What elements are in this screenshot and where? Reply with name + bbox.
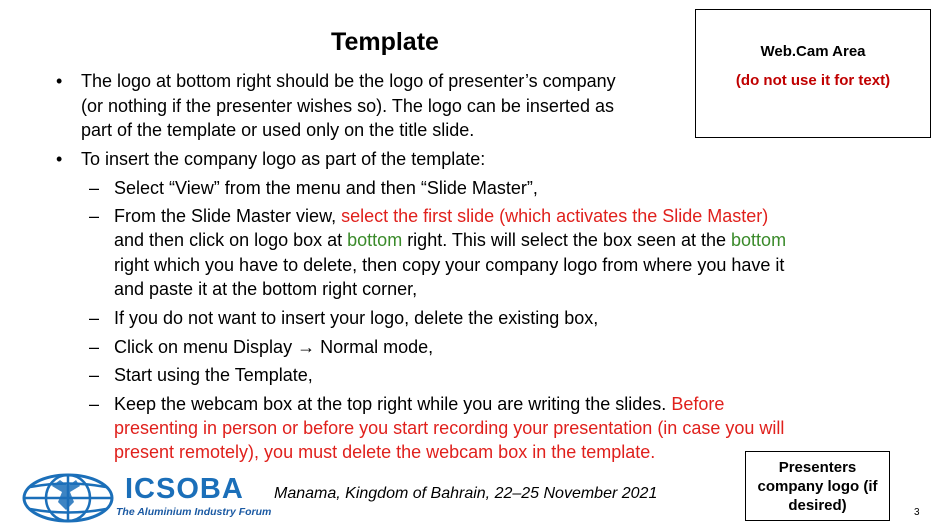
sub-2-text: and then click on logo box at — [114, 230, 348, 250]
sub-6-text: Keep the webcam box at the top right while you are writing the slides. — [114, 394, 672, 414]
page-number: 3 — [914, 507, 920, 518]
sub-2-line-4: and paste it at the bottom right corner, — [114, 279, 418, 299]
sub-6-red-text: Before — [671, 394, 725, 414]
dash-marker: – — [89, 337, 100, 357]
sub-6-line-1 — [114, 392, 724, 416]
sub-2-text: right. This will select the box seen at the — [402, 230, 732, 250]
sub-2-line-2 — [114, 228, 786, 252]
globe-icon — [22, 472, 114, 524]
sub-2-line-1 — [114, 204, 768, 228]
webcam-area-note: (do not use it for text) — [735, 72, 891, 89]
bullet-marker: • — [56, 71, 63, 91]
webcam-area-box — [695, 9, 931, 138]
bullet-2-line-1: To insert the company logo as part of the template: — [81, 149, 486, 169]
sub-2-red-text: select the first slide (which activates the Slide Master) — [341, 206, 769, 226]
sub-3: If you do not want to insert your logo, delete the existing box, — [114, 308, 599, 328]
dash-marker: – — [89, 394, 100, 414]
slide-title: Template — [331, 28, 439, 56]
sub-2-text: From the Slide Master view, — [114, 206, 342, 226]
arrow-right-icon: → — [297, 337, 316, 357]
bullet-1-line-1: The logo at bottom right should be the logo of presenter’s company — [81, 71, 616, 91]
presenter-logo-box[interactable] — [745, 451, 890, 521]
bullet-1-line-2: (or nothing if the presenter wishes so). The logo can be inserted as — [81, 96, 614, 116]
sub-5: Start using the Template, — [114, 365, 313, 385]
sub-2-green-text: bottom — [347, 230, 403, 250]
bullet-marker: • — [56, 149, 63, 169]
logo-wordmark: ICSOBA — [125, 473, 244, 505]
sub-6-line-3: present remotely), you must delete the webcam box in the template. — [114, 442, 656, 462]
webcam-area-title: Web.Cam Area — [760, 43, 866, 60]
sub-4-text: Click on menu Display — [114, 337, 298, 357]
sub-4-text: Normal mode, — [315, 337, 434, 357]
presenter-logo-text: Presenters company logo (if desired) — [757, 458, 878, 514]
dash-marker: – — [89, 308, 100, 328]
footer-location: Manama, Kingdom of Bahrain, 22–25 November 2021 — [274, 485, 658, 502]
icsoba-logo — [22, 472, 272, 524]
logo-tagline: The Aluminium Industry Forum — [116, 506, 272, 518]
sub-6-line-2: presenting in person or before you start recording your presentation (in case you will — [114, 418, 785, 438]
sub-4 — [114, 335, 433, 359]
sub-2-line-3: right which you have to delete, then copy your company logo from where you have it — [114, 255, 785, 275]
dash-marker: – — [89, 206, 100, 226]
dash-marker: – — [89, 365, 100, 385]
sub-1: Select “View” from the menu and then “Slide Master”, — [114, 178, 538, 198]
sub-2-green-text: bottom — [731, 230, 787, 250]
bullet-1-line-3: part of the template or used only on the title slide. — [81, 120, 475, 140]
dash-marker: – — [89, 178, 100, 198]
